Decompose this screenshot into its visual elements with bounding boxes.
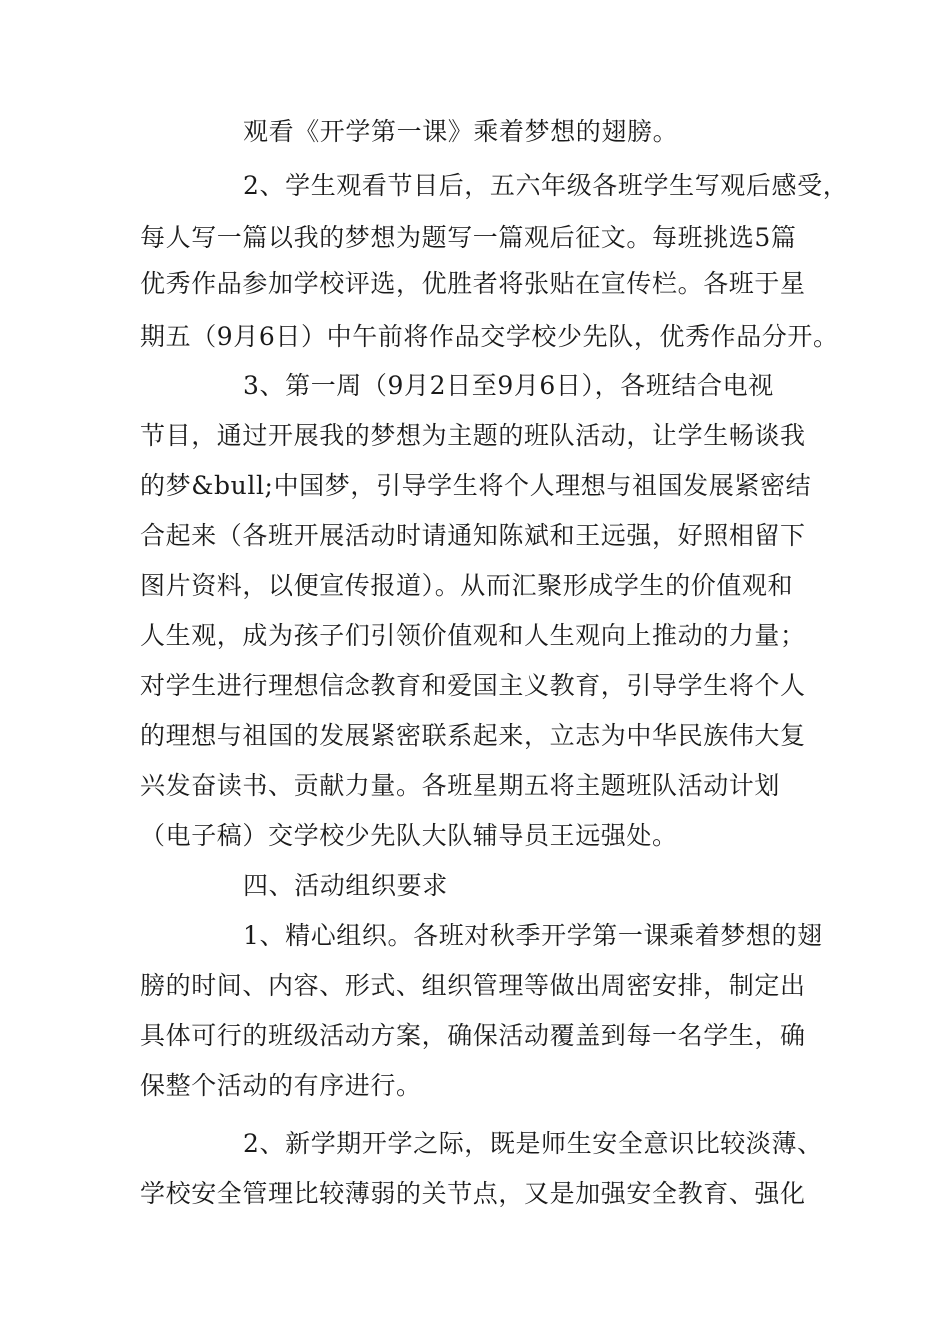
text-line: 观看《开学第一课》乘着梦想的翅膀。 (243, 117, 679, 146)
section-heading: 四、活动组织要求 (243, 871, 448, 900)
text-line: 2、新学期开学之际，既是师生安全意识比较淡薄、 (243, 1129, 823, 1158)
text-line: 膀的时间、内容、形式、组织管理等做出周密安排，制定出 (140, 971, 806, 1000)
text-line: 每人写一篇以我的梦想为题写一篇观后征文。每班挑选5篇 (140, 223, 797, 252)
text-line: 合起来（各班开展活动时请通知陈斌和王远强，好照相留下 (140, 521, 806, 550)
text-line: 学校安全管理比较薄弱的关节点，又是加强安全教育、强化 (140, 1179, 806, 1208)
text-line: 对学生进行理想信念教育和爱国主义教育，引导学生将个人 (140, 671, 806, 700)
text-line: 的理想与祖国的发展紧密联系起来，立志为中华民族伟大复 (140, 721, 806, 750)
text-line: 节目，通过开展我的梦想为主题的班队活动，让学生畅谈我 (140, 421, 806, 450)
text-line: 2、学生观看节目后，五六年级各班学生写观后感受， (243, 171, 849, 200)
text-line: 具体可行的班级活动方案，确保活动覆盖到每一名学生，确 (140, 1021, 806, 1050)
text-line: 期五（9月6日）中午前将作品交学校少先队，优秀作品分开。 (140, 322, 839, 351)
text-line: 人生观，成为孩子们引领价值观和人生观向上推动的力量； (140, 621, 806, 650)
text-line: 兴发奋读书、贡献力量。各班星期五将主题班队活动计划 (140, 771, 781, 800)
text-line: 保整个活动的有序进行。 (140, 1071, 422, 1100)
text-line: （电子稿）交学校少先队大队辅导员王远强处。 (140, 821, 678, 850)
text-line: 的梦&bull;中国梦，引导学生将个人理想与祖国发展紧密结 (140, 471, 812, 500)
text-line: 优秀作品参加学校评选，优胜者将张贴在宣传栏。各班于星 (140, 269, 806, 298)
text-line: 1、精心组织。各班对秋季开学第一课乘着梦想的翅 (243, 921, 823, 950)
text-line: 图片资料，以便宣传报道）。从而汇聚形成学生的价值观和 (140, 571, 794, 600)
text-line: 3、第一周（9月2日至9月6日），各班结合电视 (243, 371, 774, 400)
